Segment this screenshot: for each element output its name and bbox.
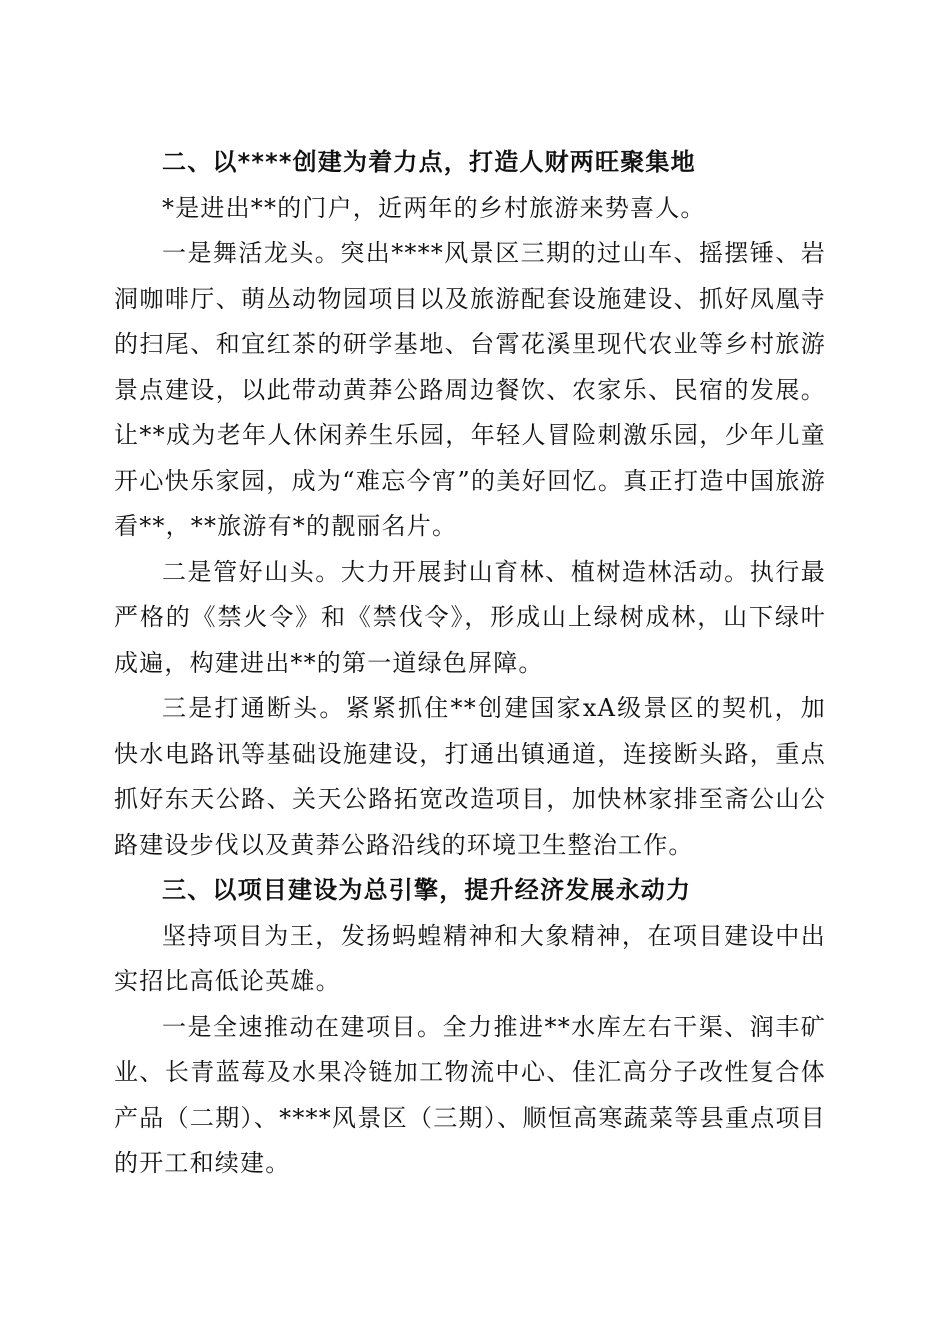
- paragraph: 一是全速推动在建项目。全力推进**水库左右干渠、润丰矿业、长青蓝莓及水果冷链加工物流中心、佳汇高分子改性复合体产品（二期）、****风景区（三期）、顺恒高寒蔬菜等县重点项目的开工和续建。: [114, 1012, 826, 1177]
- document-body: [114, 140, 826, 1187]
- section-heading: 三、以项目建设为总引擎，提升经济发展永动力: [162, 876, 692, 904]
- section-heading: 二、以****创建为着力点，打造人财两旺聚集地: [162, 148, 696, 176]
- paragraph: 三是打通断头。紧紧抓住**创建国家xA级景区的契机，加快水电路讯等基础设施建设，打通出镇通道，连接断头路，重点抓好东天公路、关天公路拓宽改造项目，加快林家排至斋公山公路建设步伐以及黄莽公路沿线的环境卫生整治工作。: [114, 694, 826, 859]
- paragraph: 二是管好山头。大力开展封山育林、植树造林活动。执行最严格的《禁火令》和《禁伐令》，形成山上绿树成林，山下绿叶成遍，构建进出**的第一道绿色屏障。: [114, 557, 826, 677]
- paragraph: 坚持项目为王，发扬蚂蝗精神和大象精神，在项目建设中出实招比高低论英雄。: [114, 921, 826, 995]
- paragraph: 一是舞活龙头。突出****风景区三期的过山车、摇摆锤、岩洞咖啡厅、萌丛动物园项目以及旅游配套设施建设、抓好凤凰寺的扫尾、和宜红茶的研学基地、台霄花溪里现代农业等乡村旅游景点建设，以此带动黄莽公路周边餐饮、农家乐、民宿的发展。让**成为老年人休闲养生乐园，年轻人冒险刺激乐园，少年儿童开心快乐家园，成为“难忘今宵”的美好回忆。真正打造中国旅游看**，**旅游有*的靓丽名片。: [114, 239, 826, 540]
- paragraph: *是进出**的门户，近两年的乡村旅游来势喜人。: [162, 193, 706, 222]
